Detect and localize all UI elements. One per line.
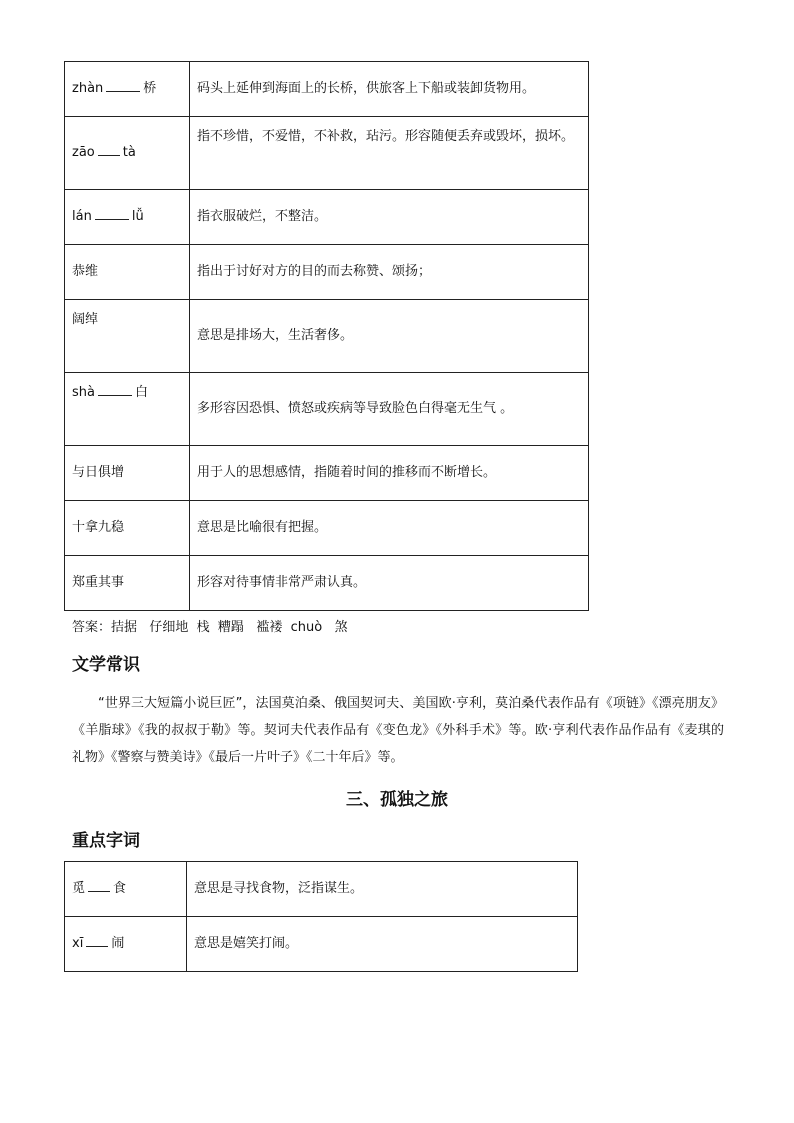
fill-blank: [98, 145, 120, 156]
term-pinyin: zhàn: [72, 81, 104, 96]
definition-cell: 多形容因恐惧、愤怒或疾病等导致脸色白得毫无生气 。: [190, 373, 589, 446]
table-row: [65, 245, 589, 300]
term-pinyin: tà: [122, 145, 136, 160]
table-row: [65, 62, 589, 117]
definition-cell: 意思是寻找食物，泛指谋生。: [187, 862, 578, 917]
term-char: 白: [134, 385, 148, 400]
vocabulary-table-1: [64, 61, 589, 611]
definition-cell: 意思是比喻很有把握。: [190, 501, 589, 556]
fill-blank: [106, 81, 140, 92]
term-pinyin: xī: [72, 936, 84, 951]
section-title: 三、孤独之旅: [346, 790, 448, 810]
fill-blank: [88, 881, 110, 892]
term-pinyin: shà: [72, 385, 95, 400]
table-row: [65, 300, 589, 373]
literature-heading: 文学常识: [72, 655, 140, 675]
table-row: [65, 917, 578, 972]
term-pinyin: zāo: [72, 145, 95, 160]
term-cell: [65, 117, 190, 190]
table-row: [65, 190, 589, 245]
table-row: [65, 373, 589, 446]
term-char: 食: [113, 881, 127, 896]
answer-line: 答案：拮据 仔细地 栈 糟蹋 褴褛 chuò 煞: [72, 620, 348, 635]
fill-blank: [86, 936, 108, 947]
table-row: [65, 556, 589, 611]
definition-cell: 码头上延伸到海面上的长桥，供旅客上下船或装卸货物用。: [190, 62, 589, 117]
literature-paragraph: “世界三大短篇小说巨匠”，法国莫泊桑、俄国契诃夫、美国欧·亨利，莫泊桑代表作品有《项链》《漂亮朋友》《羊脂球》《我的叔叔于勒》等。契诃夫代表作品有《变色龙》《外科手术》等。欧·亨利代表作品作品有《麦琪的礼物》《警察与赞美诗》《最后一片叶子》《二十年后》等。: [72, 696, 724, 765]
term-cell: 郑重其事: [65, 556, 190, 611]
definition-cell: 指不珍惜，不爱惜，不补救，玷污。形容随便丢弃或毁坏，损坏。: [190, 117, 589, 190]
term-pinyin: lán: [72, 209, 92, 224]
term-pinyin: lǚ: [131, 209, 144, 224]
definition-cell: 形容对待事情非常严肃认真。: [190, 556, 589, 611]
term-cell: [65, 917, 187, 972]
definition-cell: 指出于讨好对方的目的而去称赞、颂扬；: [190, 245, 589, 300]
table-row: [65, 446, 589, 501]
term-cell: 阔绰: [65, 300, 190, 373]
term-cell: 恭维: [65, 245, 190, 300]
term-cell: [65, 190, 190, 245]
term-char: 闹: [111, 936, 125, 951]
fill-blank: [98, 385, 132, 396]
definition-cell: 指衣服破烂，不整洁。: [190, 190, 589, 245]
term-char: 桥: [143, 81, 157, 96]
term-cell: [65, 373, 190, 446]
definition-cell: 用于人的思想感情，指随着时间的推移而不断增长。: [190, 446, 589, 501]
term-char: 觅: [72, 881, 86, 896]
table-row: [65, 117, 589, 190]
definition-cell: 意思是排场大，生活奢侈。: [190, 300, 589, 373]
table-row: [65, 862, 578, 917]
term-cell: [65, 862, 187, 917]
key-words-heading: 重点字词: [72, 831, 140, 851]
term-cell: 与日俱增: [65, 446, 190, 501]
vocabulary-table-2: [64, 861, 578, 972]
definition-cell: 意思是嬉笑打闹。: [187, 917, 578, 972]
table-row: [65, 501, 589, 556]
term-cell: 十拿九稳: [65, 501, 190, 556]
fill-blank: [95, 209, 129, 220]
term-cell: [65, 62, 190, 117]
